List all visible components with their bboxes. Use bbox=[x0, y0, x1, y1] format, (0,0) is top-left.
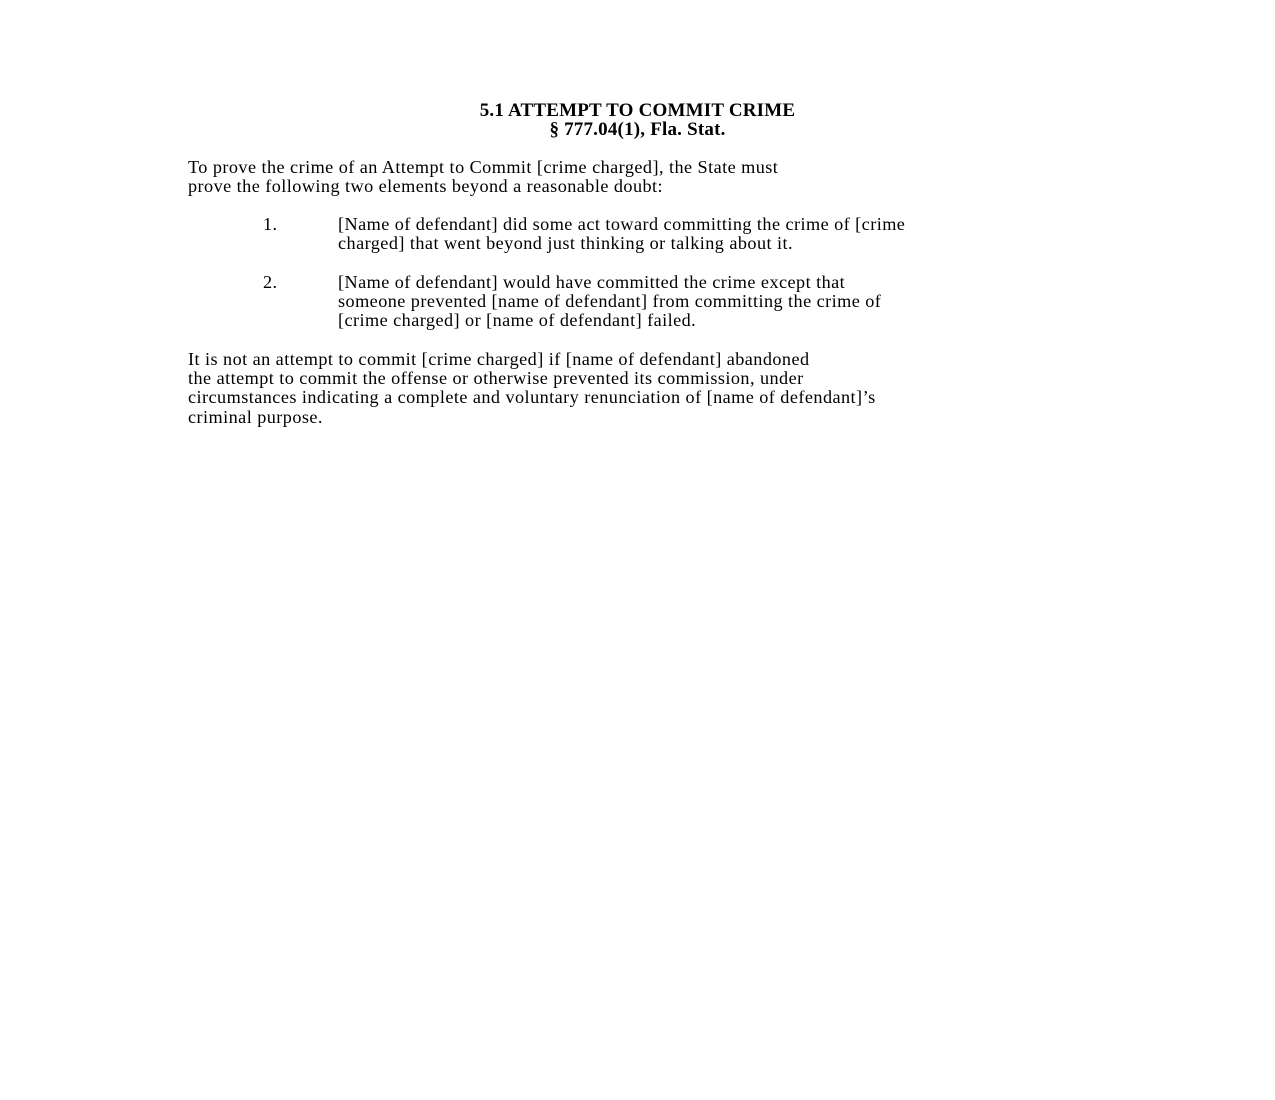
element-number: 1. bbox=[263, 214, 278, 234]
element-text: [Name of defendant] would have committed the crime except that someone prevented [name of defendant] from committing the crime of [crime charged] or [name of defendant] failed. bbox=[338, 272, 882, 331]
element-number: 2. bbox=[263, 272, 278, 292]
element-text: [Name of defendant] did some act toward committing the crime of [crime charged] that went beyond just thinking or talking about it. bbox=[338, 214, 906, 254]
renunciation-paragraph: It is not an attempt to commit [crime charged] if [name of defendant] abandoned the attempt to commit the offense or otherwise prevented its commission, under circumstances indicating a complete and voluntary renunciation of [name of defendant]’s criminal purpose. bbox=[188, 349, 876, 427]
statute-citation: § 777.04(1), Fla. Stat. bbox=[549, 119, 726, 140]
document-title: 5.1 ATTEMPT TO COMMIT CRIME bbox=[479, 100, 796, 121]
intro-paragraph: To prove the crime of an Attempt to Commit [crime charged], the State must prove the following two elements beyond a reasonable doubt: bbox=[188, 157, 779, 197]
